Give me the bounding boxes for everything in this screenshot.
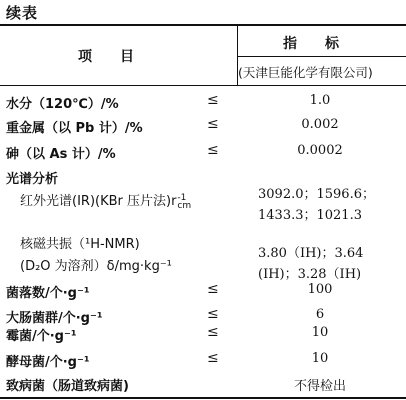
table-row bbox=[0, 90, 406, 114]
row-value: 6 bbox=[315, 307, 325, 322]
table-row bbox=[0, 348, 406, 372]
ir-unit-sup: -1 bbox=[177, 192, 187, 203]
row-comparator: ≤ bbox=[207, 306, 219, 322]
nmr-value-line2: (IH)；3.28（IH) bbox=[258, 267, 362, 282]
row-value: 0.0002 bbox=[297, 143, 343, 158]
nmr-value-line1: 3.80（IH)；3.64 bbox=[258, 246, 364, 261]
row-comparator: ≤ bbox=[207, 116, 219, 132]
table-row bbox=[0, 262, 406, 301]
nmr-label-line1: 核磁共振（¹H-NMR) bbox=[20, 237, 140, 252]
top-rule bbox=[0, 24, 406, 26]
table-row bbox=[0, 322, 406, 346]
ir-label bbox=[20, 190, 191, 210]
table-row bbox=[0, 140, 406, 164]
ir-label-text: 红外光谱(IR)(KBr 压片法)r bbox=[20, 194, 177, 209]
row-name: 致病菌（肠道致病菌) bbox=[6, 379, 129, 394]
ir-value-line1: 3092.0；1596.6； bbox=[258, 187, 375, 202]
row-name: 水分（120℃）/% bbox=[6, 97, 119, 112]
row-comparator: ≤ bbox=[207, 350, 219, 366]
row-name: 砷（以 As 计）/% bbox=[6, 147, 116, 162]
row-name: 大肠菌群/个·g⁻¹ bbox=[6, 311, 103, 326]
row-comparator: ≤ bbox=[207, 142, 219, 158]
row-comparator: ≤ bbox=[207, 324, 219, 340]
header-spec: 指 标 bbox=[283, 36, 339, 52]
row-value: 不得检出 bbox=[293, 379, 346, 394]
ir-unit-sub: cm bbox=[177, 200, 192, 211]
row-name: 重金属（以 Pb 计）/% bbox=[6, 121, 143, 136]
nmr-label-line2: (D₂O 为溶剂）δ/mg·kg⁻¹ bbox=[20, 259, 172, 274]
ir-value bbox=[258, 184, 375, 226]
row-comparator: ≤ bbox=[207, 92, 219, 108]
header-supplier: (天津巨能化学有限公司) bbox=[238, 65, 373, 80]
row-name: 酵母菌/个·g⁻¹ bbox=[6, 355, 90, 370]
row-value: 10 bbox=[311, 351, 329, 366]
row-value: 100 bbox=[307, 282, 333, 297]
header-bottom-rule bbox=[0, 85, 406, 86]
row-name: 霉菌/个·g⁻¹ bbox=[6, 329, 77, 344]
row-name: 菌落数/个·g⁻¹ bbox=[6, 286, 90, 301]
row-value: 1.0 bbox=[309, 93, 331, 108]
spectra-title: 光谱分析 bbox=[6, 172, 59, 187]
header-inner-rule bbox=[237, 56, 406, 57]
row-value: 0.002 bbox=[301, 117, 339, 132]
table-row bbox=[0, 114, 406, 138]
bottom-rule bbox=[0, 397, 406, 399]
row-comparator: ≤ bbox=[207, 281, 219, 297]
header-item: 项 目 bbox=[78, 49, 134, 65]
table-row bbox=[0, 372, 406, 396]
ir-value-line2: 1433.3；1021.3 bbox=[258, 208, 362, 223]
table-caption: 续表 bbox=[6, 4, 39, 22]
row-value: 10 bbox=[311, 325, 329, 340]
